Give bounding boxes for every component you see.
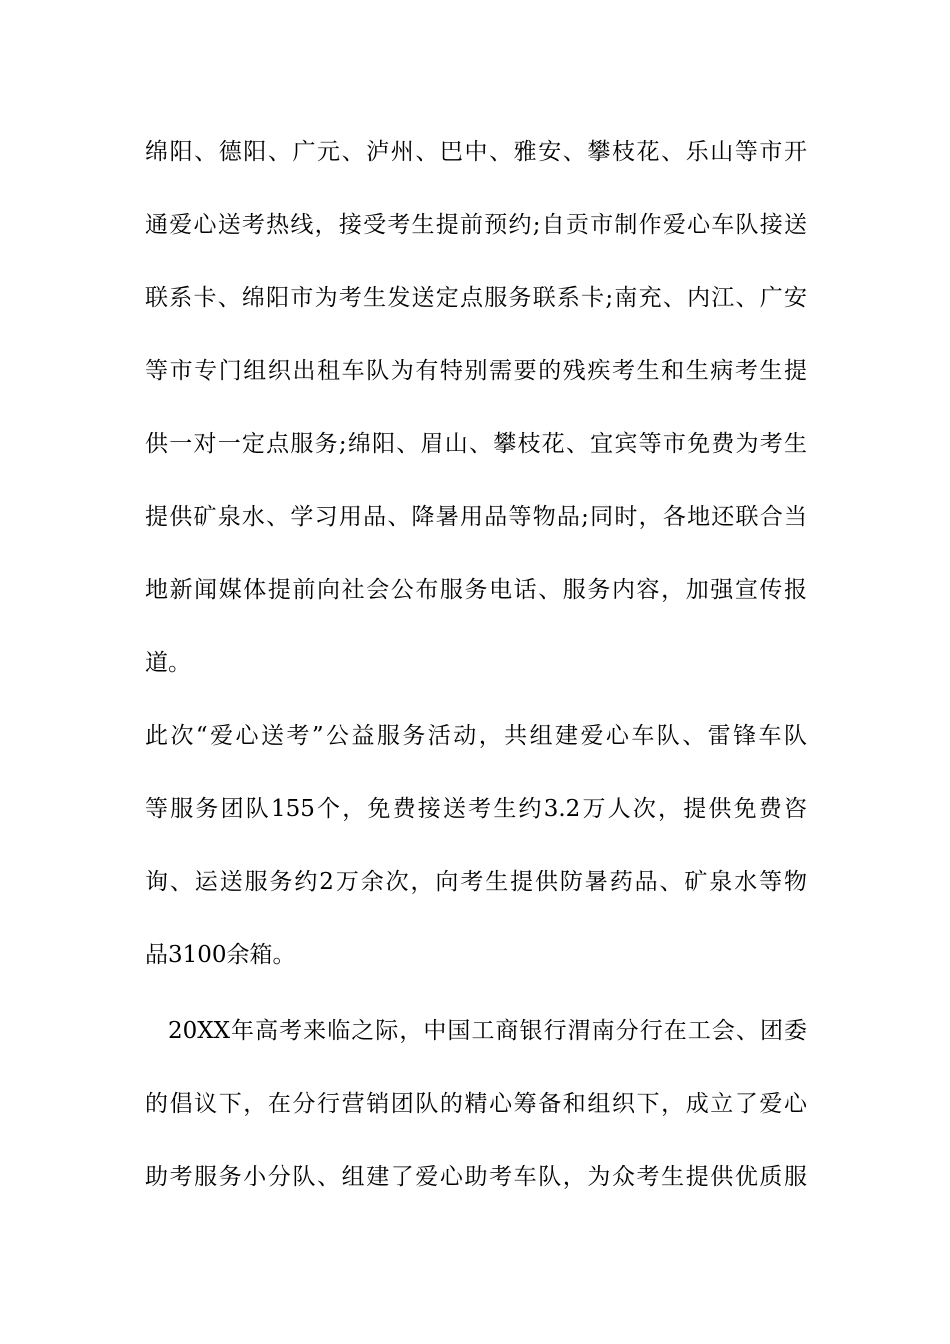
text-line: 联系卡、绵阳市为考生发送定点服务联系卡;南充、内江、广安 xyxy=(145,285,807,311)
text-line: 助考服务小分队、组建了爱心助考车队，为众考生提供优质服 xyxy=(145,1164,807,1190)
text-line: 等服务团队155个，免费接送考生约3.2万人次，提供免费咨 xyxy=(145,796,807,822)
text-line: 道。 xyxy=(145,650,191,676)
text-line: 此次“爱心送考”公益服务活动，共组建爱心车队、雷锋车队 xyxy=(145,723,807,749)
text-line: 询、运送服务约2万余次，向考生提供防暑药品、矿泉水等物 xyxy=(145,869,807,895)
text-line: 等市专门组织出租车队为有特别需要的残疾考生和生病考生提 xyxy=(145,358,807,384)
text-line: 提供矿泉水、学习用品、降暑用品等物品;同时，各地还联合当 xyxy=(145,504,807,530)
text-line: 20XX年高考来临之际，中国工商银行渭南分行在工会、团委 xyxy=(168,1018,807,1044)
text-line: 供一对一定点服务;绵阳、眉山、攀枝花、宜宾等市免费为考生 xyxy=(145,431,807,457)
text-line: 品3100余箱。 xyxy=(145,942,296,968)
text-line: 绵阳、德阳、广元、泸州、巴中、雅安、攀枝花、乐山等市开 xyxy=(145,139,807,165)
text-line: 通爱心送考热线，接受考生提前预约;自贡市制作爱心车队接送 xyxy=(145,212,807,238)
text-line: 的倡议下，在分行营销团队的精心筹备和组织下，成立了爱心 xyxy=(145,1091,807,1117)
text-line: 地新闻媒体提前向社会公布服务电话、服务内容，加强宣传报 xyxy=(145,577,807,603)
